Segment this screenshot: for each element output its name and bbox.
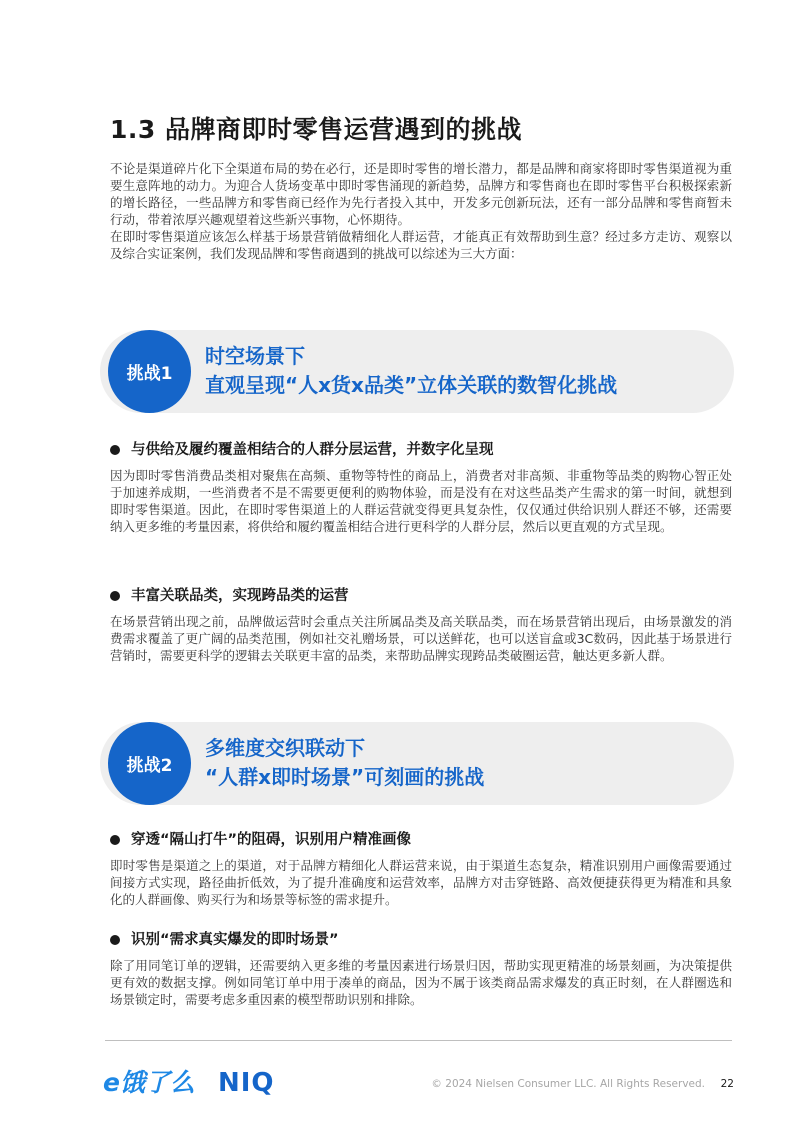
bullet-dot-icon bbox=[110, 591, 120, 601]
section-body: 除了用同笔订单的逻辑，还需要纳入更多维的考量因素进行场景归因，帮助实现更精准的场景刻画，为决策提供更有效的数据支撑。例如同笔订单中用于凑单的商品，因为不属于该类商品需求爆发的真正时刻，在人群圈选和场景锁定时，需要考虑多重因素的模型帮助识别和排除。 bbox=[110, 958, 732, 1007]
bullet-dot-icon bbox=[110, 935, 120, 945]
section-heading: 丰富关联品类，实现跨品类的运营 bbox=[131, 588, 349, 604]
challenge-2-section-2 bbox=[110, 930, 732, 1008]
page-title: 1.3 品牌商即时零售运营遇到的挑战 bbox=[110, 115, 522, 144]
challenge-2-title-line2: “人群x即时场景”可刻画的挑战 bbox=[205, 765, 485, 789]
challenge-1-title-line1: 时空场景下 bbox=[205, 344, 305, 368]
section-heading: 穿透“隔山打牛”的阻碍，识别用户精准画像 bbox=[131, 832, 412, 848]
challenge-2-title-line1: 多维度交织联动下 bbox=[205, 736, 365, 760]
challenge-2-section-1 bbox=[110, 830, 732, 908]
intro-text bbox=[110, 160, 732, 262]
challenge-1-title-line2: 直观呈现“人x货x品类”立体关联的数智化挑战 bbox=[205, 373, 618, 397]
section-body: 因为即时零售消费品类相对聚焦在高频、重物等特性的商品上，消费者对非高频、非重物等品类的购物心智正处于加速养成期，一些消费者不是不需要更便利的购物体验，而是没有在对这些品类产生需求的第一时间，就想到即时零售渠道。因此，在即时零售渠道上的人群运营就变得更具复杂性，仅仅通过供给识别人群还不够，还需要纳入更多维的考量因素，将供给和履约覆盖相结合进行更科学的人群分层，然后以更直观的方式呈现。 bbox=[110, 468, 732, 534]
eleme-logo: e饿了么 bbox=[103, 1068, 195, 1097]
challenge-2-banner bbox=[100, 722, 734, 805]
challenge-2-badge: 挑战2 bbox=[108, 722, 191, 805]
challenge-1-banner bbox=[100, 330, 734, 413]
section-body: 即时零售是渠道之上的渠道，对于品牌方精细化人群运营来说，由于渠道生态复杂，精准识别用户画像需要通过间接方式实现，路径曲折低效，为了提升准确度和运营效率，品牌方对击穿链路、高效便捷获得更为精准和具象化的人群画像、购买行为和场景等标签的需求提升。 bbox=[110, 858, 732, 907]
challenge-1-section-1 bbox=[110, 440, 732, 535]
challenge-1-section-2 bbox=[110, 586, 732, 664]
intro-paragraph: 在即时零售渠道应该怎么样基于场景营销做精细化人群运营，才能真正有效帮助到生意？经过多方走访、观察以及综合实证案例，我们发现品牌和零售商遇到的挑战可以综述为三大方面： bbox=[110, 229, 732, 261]
niq-logo: NIQ bbox=[218, 1068, 275, 1098]
intro-paragraph: 不论是渠道碎片化下全渠道布局的势在必行，还是即时零售的增长潜力，都是品牌和商家将即时零售渠道视为重要生意阵地的动力。为迎合人货场变革中即时零售涌现的新趋势，品牌方和零售商也在即时零售平台积极探索新的增长路径，一些品牌方和零售商已经作为先行者投入其中，开发多元创新玩法，还有一部分品牌和零售商暂未行动，带着浓厚兴趣观望着这些新兴事物，心怀期待。 bbox=[110, 161, 732, 227]
page-number: 22 bbox=[720, 1078, 734, 1090]
footer-divider bbox=[105, 1040, 732, 1041]
section-body: 在场景营销出现之前，品牌做运营时会重点关注所属品类及高关联品类，而在场景营销出现后，由场景激发的消费需求覆盖了更广阔的品类范围，例如社交礼赠场景，可以送鲜花，也可以送盲盒或3C数码，因此基于场景进行营销时，需要更科学的逻辑去关联更丰富的品类，来帮助品牌实现跨品类破圈运营，触达更多新人群。 bbox=[110, 614, 732, 663]
copyright-text: © 2024 Nielsen Consumer LLC. All Rights Reserved. bbox=[431, 1078, 705, 1090]
bullet-dot-icon bbox=[110, 445, 120, 455]
section-heading: 识别“需求真实爆发的即时场景” bbox=[131, 932, 339, 948]
section-heading: 与供给及履约覆盖相结合的人群分层运营，并数字化呈现 bbox=[131, 442, 494, 458]
challenge-1-badge: 挑战1 bbox=[108, 330, 191, 413]
bullet-dot-icon bbox=[110, 835, 120, 845]
